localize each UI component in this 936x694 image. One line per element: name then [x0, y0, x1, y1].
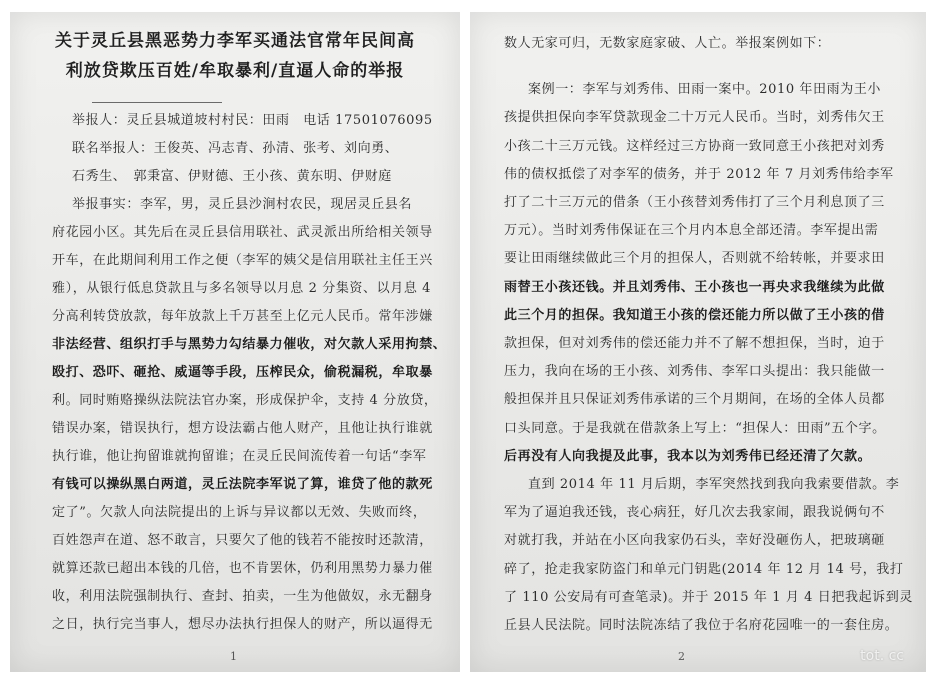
right-body-line: 军为了逼迫我还钱，丧心病狂，好几次去我家闹，跟我说俩句不 [504, 505, 885, 520]
left-body-line: 之日，执行完当事人，想尽办法执行担保人的财产，所以逼得无 [52, 617, 433, 632]
left-body-line: 分高利转贷放款，每年放款上千万甚至上亿元人民币。常年涉嫌 [52, 309, 433, 324]
left-body-line: 利。同时贿赂操纵法院法官办案，形成保护伞，支持 4 分放贷， [52, 393, 438, 408]
watermark: tot. cc [860, 648, 904, 664]
right-body-line: 小孩二十三万元钱。这样经过三方协商一致同意王小孩把对刘秀 [504, 139, 885, 154]
right-body-line: 数人无家可归，无数家庭家破、人亡。举报案例如下： [504, 36, 831, 51]
right-body-line: 万元）。当时刘秀伟保证在三个月内本息全部还清。李军提出需 [504, 223, 879, 238]
right-body-line: 案例一：李军与刘秀伟、田雨一案中。2010 年田雨为王小 [528, 82, 882, 97]
left-body-line: 石秀生、 郭秉富、伊财德、王小孩、黄东明、伊财庭 [72, 169, 392, 184]
right-body-line: 了 110 公安局有可查笔录)。并于 2015 年 1 月 4 日把我起诉到灵 [504, 590, 913, 605]
right-body-line: 丘县人民法院。同时法院冻结了我位于名府花园唯一的一套住房。 [504, 618, 899, 633]
left-body-line: 开车，在此期间利用工作之便（李军的姨父是信用联社主任王兴 [52, 253, 433, 268]
left-body-line: 府花园小区。其先后在灵丘县信用联社、武灵派出所给相关领导 [52, 225, 433, 240]
left-body-line: 殴打、恐吓、砸抢、威逼等手段，压榨民众，偷税漏税，牟取暴 [52, 365, 433, 380]
left-body-line: 联名举报人：王俊英、冯志青、孙清、张考、刘向勇、 [72, 141, 399, 156]
right-body-line: 压力，我向在场的王小孩、刘秀伟、李军口头提出：我只能做一 [504, 364, 885, 379]
report-page-left [10, 12, 460, 672]
right-body-line: 要让田雨继续做此三个月的担保人，否则就不给转帐，并要求田 [504, 251, 885, 266]
right-body-line: 口头同意。于是我就在借款条上写上：“担保人：田雨”五个字。 [504, 421, 886, 436]
right-body-line: 打了二十三万元的借条（王小孩替刘秀伟打了三个月利息顶了三 [504, 195, 885, 210]
right-body-line: 对就打我，并站在小区向我家仍石头，幸好没砸伤人，把玻璃砸 [504, 533, 885, 548]
report-title-line-1: 关于灵丘县黑恶势力李军买通法官常年民间高 [55, 31, 415, 51]
right-body-line: 后再没有人向我提及此事，我本以为刘秀伟已经还清了欠款。 [504, 449, 872, 464]
left-body-line: 执行谁，他让拘留谁就拘留谁；在灵丘民间流传着一句话“李军 [52, 449, 427, 464]
left-body-line: 雅），从银行低息贷款且与多名领导以月息 2 分集资、以月息 4 [52, 281, 432, 296]
left-body-line: 定了”。欠款人向法院提出的上诉与异议都以无效、失败而终， [52, 505, 427, 520]
right-body-line: 直到 2014 年 11 月后期，李军突然找到我向我索要借款。李 [528, 477, 900, 492]
page-number-left: 1 [230, 650, 237, 663]
page-number-right: 2 [678, 650, 685, 663]
right-body-line: 此三个月的担保。我知道王小孩的偿还能力所以做了王小孩的借 [504, 308, 885, 323]
report-title-line-2: 利放贷欺压百姓/牟取暴利/直逼人命的举报 [65, 61, 405, 81]
left-body-line: 收，利用法院强制执行、查封、拍卖，一生为他做奴，永无翻身 [52, 589, 433, 604]
left-body-line: 错误办案，错误执行，想方设法霸占他人财产，且他让执行谁就 [52, 421, 433, 436]
left-body-line: 就算还款已超出本钱的几倍，也不肯罢休，仍利用黑势力暴力催 [52, 561, 433, 576]
right-body-line: 般担保并且只保证刘秀伟承诺的三个月期间，在场的全体人员都 [504, 392, 885, 407]
right-body-line: 款担保，但对刘秀伟的偿还能力并不了解不想担保，当时，迫于 [504, 336, 885, 351]
left-body-line: 百姓怨声在道、怒不敢言，只要欠了他的钱若不能按时还款清， [52, 533, 433, 548]
left-body-line: 举报事实：李军，男，灵丘县沙涧村农民，现居灵丘县名 [72, 197, 413, 212]
right-body-line: 雨替王小孩还钱。并且刘秀伟、王小孩也一再央求我继续为此做 [504, 280, 885, 295]
right-body-line: 伟的债权抵偿了对李军的债务，并于 2012 年 7 月刘秀伟给李军 [504, 167, 894, 182]
right-body-line: 碎了，抢走我家防盗门和单元门钥匙(2014 年 12 月 14 号，我打 [504, 562, 904, 577]
right-body-line: 孩提供担保向李军贷款现金二十万元人民币。当时，刘秀伟欠王 [504, 110, 885, 125]
title-divider [92, 102, 222, 103]
report-page-right [470, 12, 926, 672]
left-body-line: 举报人：灵丘县城道坡村村民：田雨 电话 17501076095 [72, 113, 433, 128]
left-body-line: 有钱可以操纵黑白两道，灵丘法院李军说了算，谁贷了他的款死 [52, 477, 433, 492]
left-body-line: 非法经营、组织打手与黑势力勾结暴力催收，对欠款人采用拘禁、 [52, 337, 447, 352]
